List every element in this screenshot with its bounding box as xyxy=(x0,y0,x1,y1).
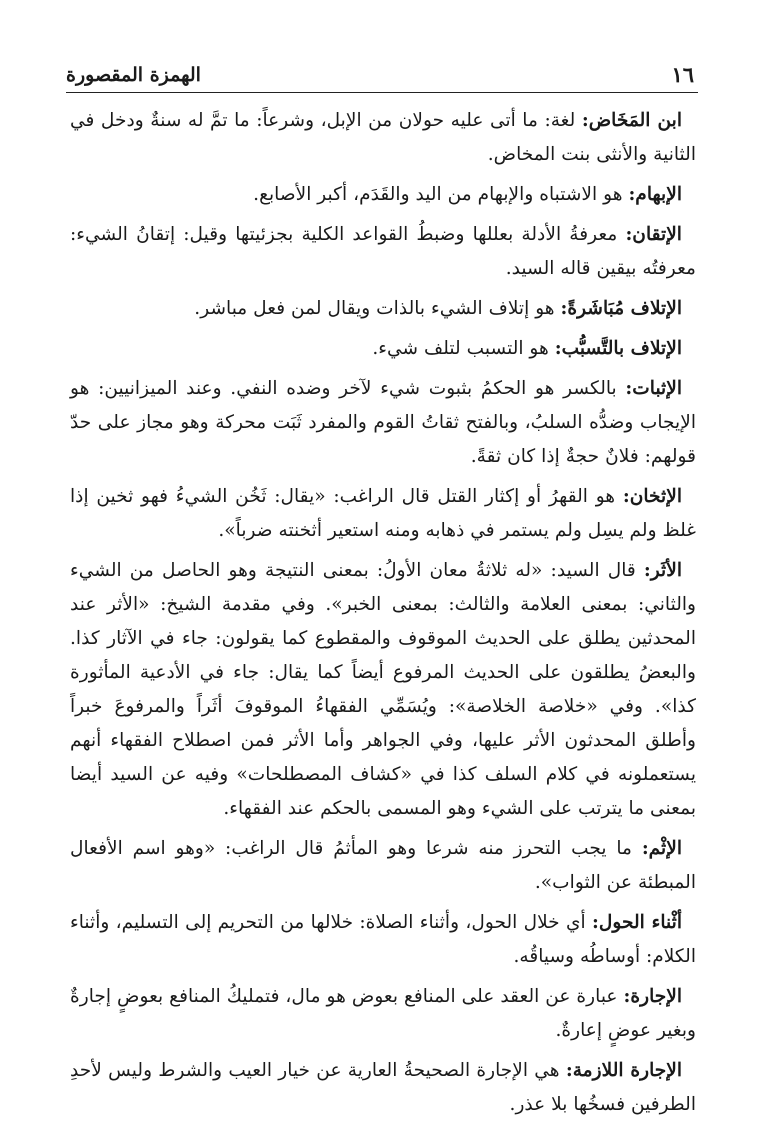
entry-term: الإثْم: xyxy=(641,838,682,859)
entry-term: أثْناء الحول: xyxy=(591,912,683,933)
entry-definition: ما يجب التحرز منه شرعا وهو المأثمُ قال الراغب: «وهو اسم الأفعال المبطئة عن الثواب». xyxy=(70,838,696,893)
entry-definition: قال السيد: «له ثلاثةُ معان الأولُ: بمعنى النتيجة وهو الحاصل من الشيء والثاني: بمعنى العلامة والثالث: بمعنى الخبر». وفي مقدمة الشيخ: «الأثر عند المحدثين يطلق على الحديث الموقوف والمقطوع كما يقولون: جاء في الآثار كذا. والبعضُ يطلقون على الحديث المرفوع أيضاً كما يقال: جاء في الأدعية المأثورة كذا». وفي «خلاصة الخلاصة»: ويُسَمِّي الفقهاءُ الموقوفَ أثَراً والمرفوعَ خبراً وأطلق المحدثون الأثر عليها، وفي الجواهر وأما الأثر فمن اصطلاح الفقهاء أنهم يستعملونه في كلام السلف كذا في «كشاف المصطلحات» وفيه عن السيد أيضا بمعنى ما يترتب على الشيء وهو المسمى بالحكم عند الفقهاء. xyxy=(70,560,696,819)
page-header xyxy=(62,60,698,92)
entry-al-itlaf-bit-tasabbub xyxy=(70,332,696,366)
entry-al-ithm xyxy=(70,832,696,900)
running-title: الهمزة المقصورة xyxy=(66,64,201,86)
entry-al-itlaf-mubashara xyxy=(70,292,696,326)
entry-term: الإجارة: xyxy=(623,986,682,1007)
entry-al-ibham xyxy=(70,178,696,212)
entry-definition: هي الإجارة الصحيحةُ العارية عن خيار العيب والشرط وليس لأحدِ الطرفين فسخُها بلا عذر. xyxy=(70,1060,696,1115)
entry-ibn-al-makhad xyxy=(70,104,696,172)
entry-term: ابن المَخَاض: xyxy=(581,110,683,131)
entry-definition: هو إتلاف الشيء بالذات ويقال لمن فعل مباشر. xyxy=(194,298,555,319)
entry-term: الإثبات: xyxy=(625,378,682,399)
dictionary-entries xyxy=(70,104,696,1128)
entry-al-ijara-al-lazima xyxy=(70,1054,696,1122)
entry-term: الإتلاف مُبَاشَرةً: xyxy=(560,298,682,319)
entry-al-ithkhan xyxy=(70,480,696,548)
entry-definition: هو التسبب لتلف شيء. xyxy=(372,338,549,359)
entry-term: الإبهام: xyxy=(628,184,682,205)
entry-definition: بالكسر هو الحكمُ بثبوت شيء لآخر وضده النفي. وعند الميزانيين: هو الإيجاب وضدُّه السلبُ، وبالفتح ثقاتُ القوم والمفرد ثَبَت محركة وهو مجاز على حدّ قولهم: فلانٌ حجةٌ إذا كان ثقةً. xyxy=(70,378,696,467)
entry-definition: أي خلال الحول، وأثناء الصلاة: خلالها من التحريم إلى التسليم، وأثناء الكلام: أوساطُه وسياقُه. xyxy=(70,912,696,967)
entry-definition: لغة: ما أتى عليه حولان من الإبل، وشرعاً: ما تمَّ له سنةٌ ودخل في الثانية والأنثى بنت المخاض. xyxy=(70,110,696,165)
entry-al-ithbat xyxy=(70,372,696,474)
entry-term: الإتلاف بالتَّسبُّب: xyxy=(554,338,682,359)
entry-term: الإتقان: xyxy=(625,224,682,245)
entry-al-itqan xyxy=(70,218,696,286)
entry-definition: هو القهرُ أو إكثار القتل قال الراغب: «يقال: ثَخُن الشيءُ فهو ثخين إذا غلظ ولم يسِل ولم يستمر في ذهابه ومنه استعير أثخنته ضرباً». xyxy=(70,486,696,541)
entry-definition: عبارة عن العقد على المنافع بعوض هو مال، فتمليكُ المنافع بعوضٍ إجارةٌ وبغير عوضٍ إعارةٌ. xyxy=(70,986,696,1041)
entry-term: الإجارة اللازمة: xyxy=(565,1060,682,1081)
header-divider xyxy=(66,92,698,93)
entry-definition: هو الاشتباه والإبهام من اليد والقَدَم، أكبر الأصابع. xyxy=(253,184,623,205)
entry-al-ijara xyxy=(70,980,696,1048)
entry-al-athar xyxy=(70,554,696,826)
entry-definition: معرفةُ الأدلة بعللها وضبطُ القواعد الكلية بجزئيتها وقيل: إتقانُ الشيء: معرفتُه بيقين قاله السيد. xyxy=(70,224,696,279)
entry-term: الأثَر: xyxy=(643,560,682,581)
page-number: ١٦ xyxy=(671,62,694,87)
entry-athna-al-hawl xyxy=(70,906,696,974)
entry-term: الإثخان: xyxy=(622,486,682,507)
